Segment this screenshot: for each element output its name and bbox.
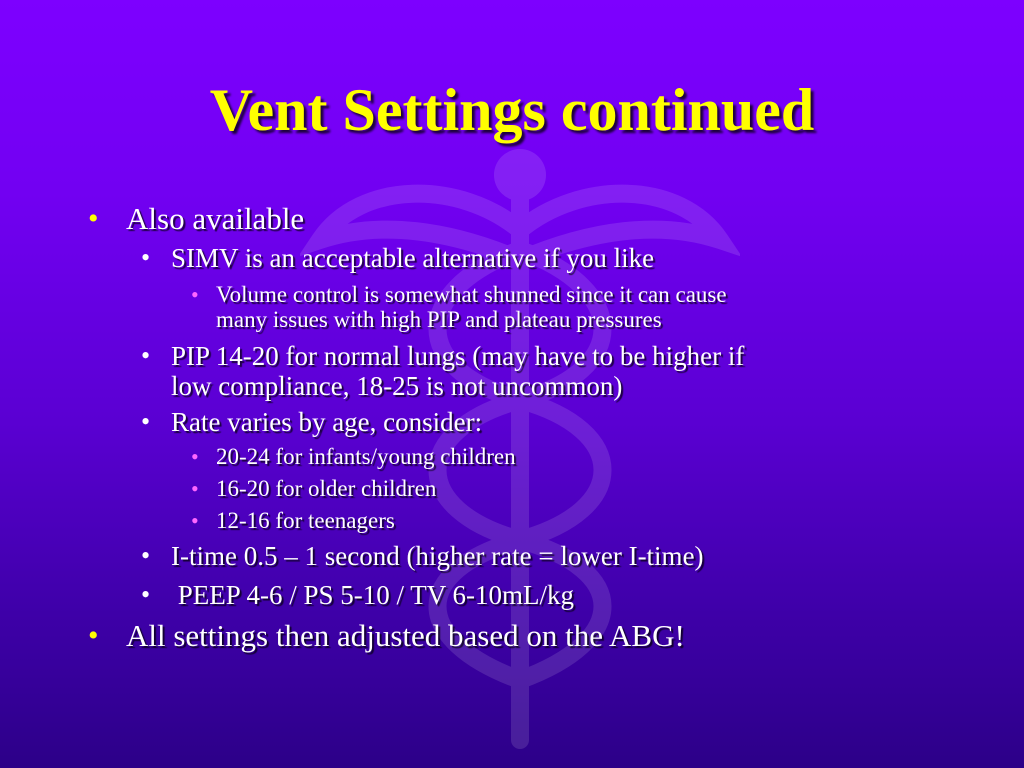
bullet-item-rate-teenagers: 12-16 for teenagers	[216, 508, 395, 533]
bullet-item-rate-infants: 20-24 for infants/young children	[216, 444, 516, 469]
caduceus-icon	[300, 120, 740, 760]
bullet-icon: •	[141, 243, 151, 272]
bullet-item-rate: Rate varies by age, consider:	[171, 407, 483, 437]
bullet-icon: •	[191, 508, 199, 533]
bullet-item-volume-control-line1: Volume control is somewhat shunned since it can cause	[216, 282, 727, 307]
bullet-icon: •	[141, 580, 151, 609]
bullet-icon: •	[88, 202, 99, 235]
bullet-item-rate-older-children: 16-20 for older children	[216, 476, 437, 501]
bullet-item-also-available: Also available	[126, 201, 305, 236]
bullet-item-i-time: I-time 0.5 – 1 second (higher rate = lower I-time)	[171, 541, 704, 571]
bullet-icon: •	[191, 476, 199, 501]
bullet-item-pip-line1: PIP 14-20 for normal lungs (may have to be higher if	[171, 341, 745, 371]
bullet-item-simv: SIMV is an acceptable alternative if you like	[171, 243, 655, 273]
bullet-item-volume-control-line2: many issues with high PIP and plateau pressures	[216, 307, 662, 332]
bullet-icon: •	[191, 444, 199, 469]
bullet-item-peep: PEEP 4-6 / PS 5-10 / TV 6-10mL/kg	[171, 580, 575, 610]
bullet-icon: •	[141, 541, 151, 570]
bullet-icon: •	[141, 407, 151, 436]
bullet-item-all-settings: All settings then adjusted based on the ABG!	[126, 618, 685, 653]
bullet-icon: •	[191, 282, 199, 307]
slide-title: Vent Settings continued	[209, 77, 815, 143]
bullet-icon: •	[88, 619, 99, 652]
bullet-icon: •	[141, 341, 151, 370]
bullet-item-pip-line2: low compliance, 18-25 is not uncommon)	[171, 371, 623, 401]
